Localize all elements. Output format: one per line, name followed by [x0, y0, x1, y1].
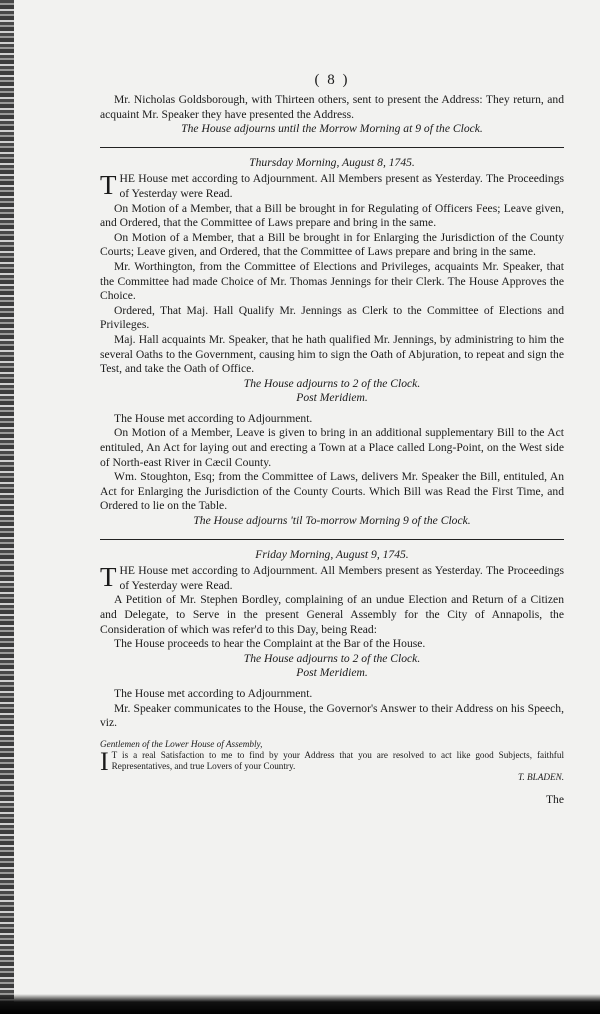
- section-divider: [100, 147, 564, 148]
- document-page: [100, 72, 564, 806]
- section-divider: [100, 539, 564, 540]
- paragraph: THE House met according to Adjournment. All Members present as Yesterday. The Proceedings of Yesterday were Read.: [100, 562, 564, 593]
- paragraph: Maj. Hall acquaints Mr. Speaker, that he hath qualified Mr. Jennings, by administring to him the several Oaths to the Government, causing him to sign the Oath of Abjuration, to repeat and sign the Test, and take the Oath of Office.: [100, 332, 564, 376]
- letter-body: I T is a real Satisfaction to me to find by your Address that you are resolved to act like good Subjects, faithful Representatives, and true Lovers of your Country.: [100, 746, 564, 776]
- governor-letter: [100, 739, 564, 783]
- paragraph: Mr. Nicholas Goldsborough, with Thirteen others, sent to present the Address: They return, and acquaint Mr. Speaker they have presented the Address.: [100, 93, 564, 121]
- paragraph: On Motion of a Member, that a Bill be brought in for Enlarging the Jurisdiction of the County Courts; Leave given, and Ordered, that the Committee of Laws prepare and bring in the same.: [100, 230, 564, 259]
- paragraph: The House proceeds to hear the Complaint at the Bar of the House.: [114, 637, 426, 651]
- page-number: ( 8 ): [314, 72, 350, 88]
- date-heading: Friday Morning, August 9, 1745.: [255, 547, 409, 561]
- drop-cap: I: [100, 746, 109, 776]
- paragraph: THE House met according to Adjournment. All Members present as Yesterday. The Proceedings of Yesterday were Read.: [100, 170, 564, 201]
- adjournment-line: The House adjourns 'til To-morrow Morning 9 of the Clock.: [193, 514, 471, 528]
- paragraph: Ordered, That Maj. Hall Qualify Mr. Jennings as Clerk to the Committee of Elections and Privileges.: [100, 303, 564, 332]
- drop-cap: T: [100, 562, 117, 593]
- paragraph: The House met according to Adjournment.: [114, 686, 313, 700]
- paragraph: Mr. Worthington, from the Committee of Elections and Privileges, acquaints Mr. Speaker, that the Committee had made Choice of Mr. Thomas Jennings for their Clerk. The House Approves the Choice.: [100, 259, 564, 303]
- drop-cap: T: [100, 170, 117, 201]
- paragraph: The House met according to Adjournment.: [114, 411, 313, 425]
- paragraph: On Motion of a Member, Leave is given to bring in an additional supplementary Bill to the Act entituled, An Act for laying out and erecting a Town at a Place called Long-Point, on the West side of North-east River in Cæcil County.: [100, 426, 564, 469]
- scan-bottom-edge: [0, 994, 600, 1014]
- paragraph: Mr. Speaker communicates to the House, the Governor's Answer to their Address on his Speech, viz.: [100, 701, 564, 730]
- adjournment-line: The House adjourns until the Morrow Morning at 9 of the Clock.: [181, 122, 483, 136]
- adjournment-line: The House adjourns to 2 of the Clock.: [243, 651, 421, 665]
- post-meridiem-heading: Post Meridiem.: [296, 391, 368, 405]
- scan-left-edge: [0, 0, 14, 1014]
- adjournment-line: The House adjourns to 2 of the Clock.: [243, 376, 421, 390]
- letter-salutation: Gentlemen of the Lower House of Assembly,: [100, 738, 263, 749]
- paragraph: Wm. Stoughton, Esq; from the Committee of Laws, delivers Mr. Speaker the Bill, entituled, An Act for Enlarging the Jurisdiction of the County Courts. Which Bill was Read the First Time, and Ordered to lie on the Table.: [100, 470, 564, 513]
- date-heading: Thursday Morning, August 8, 1745.: [249, 155, 415, 169]
- letter-signature: T. BLADEN.: [517, 771, 564, 782]
- paragraph: A Petition of Mr. Stephen Bordley, complaining of an undue Election and Return of a Citizen and Delegate, to Serve in the present General Assembly for the City of Annapolis, the Consideration of which was refer'd to this Day, being Read:: [100, 593, 564, 636]
- catchword: The: [545, 792, 564, 806]
- paragraph: On Motion of a Member, that a Bill be brought in for Regulating of Officers Fees; Leave given, and Ordered, that the Committee of Laws prepare and bring in the same.: [100, 201, 564, 230]
- post-meridiem-heading: Post Meridiem.: [296, 666, 368, 680]
